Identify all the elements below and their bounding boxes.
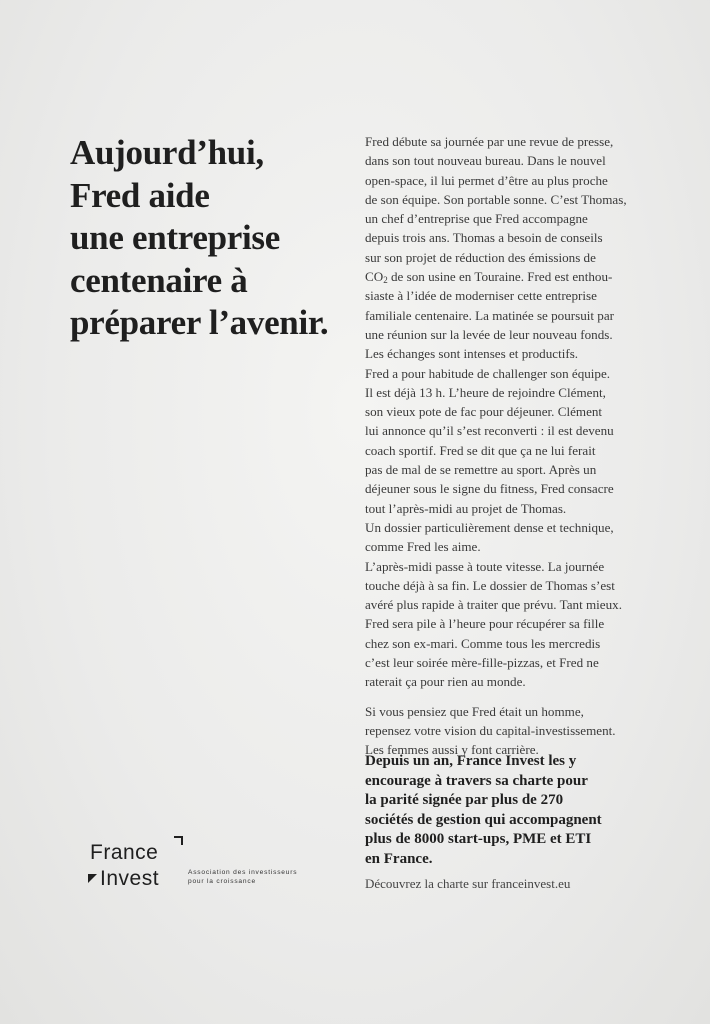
- logo-word-invest: Invest: [100, 867, 160, 890]
- logo-word-france: France: [90, 841, 159, 864]
- body-line: son vieux pote de fac pour déjeuner. Clément: [365, 404, 603, 420]
- france-invest-logo: [88, 836, 328, 896]
- headline-line: préparer l’avenir.: [70, 303, 329, 342]
- body-line: familiale centenaire. La matinée se poursuit par: [365, 307, 615, 323]
- body-line: pas de mal de se remettre au sport. Après un: [365, 462, 597, 478]
- body-line: L’après-midi passe à toute vitesse. La journée: [365, 558, 605, 574]
- paragraph-gap: [365, 692, 655, 702]
- body-line: Fred a pour habitude de challenger son équipe.: [365, 365, 611, 381]
- headline-line: centenaire à: [70, 260, 248, 300]
- callout-line: encourage à travers sa charte pour: [365, 772, 588, 789]
- callout-line: plus de 8000 start-ups, PME et ETI: [365, 831, 592, 847]
- body-line: Les femmes aussi y font carrière.: [365, 742, 539, 758]
- headline: [70, 132, 350, 345]
- body-line: open-space, il lui permet d’être au plus proche: [365, 172, 608, 188]
- headline-line: une entreprise: [70, 218, 280, 257]
- body-line: une réunion sur la levée de leur nouveau fonds.: [365, 326, 613, 342]
- callout-text: [365, 752, 665, 869]
- logo-corner-mark: [174, 836, 183, 845]
- body-line: lui annonce qu’il s’est reconverti : il est devenu: [365, 423, 614, 439]
- body-line: touche déjà à sa fin. Le dossier de Thomas s’est: [365, 577, 615, 593]
- body-line: avéré plus rapide à traiter que prévu. Tant mieux.: [365, 597, 622, 613]
- body-line: Un dossier particulièrement dense et technique,: [365, 519, 614, 535]
- body-line: siaste à l’idée de moderniser cette entreprise: [365, 288, 597, 304]
- body-line: sur son projet de réduction des émissions de: [365, 249, 596, 265]
- body-line: Il est déjà 13 h. L’heure de rejoindre Clément,: [365, 384, 606, 400]
- body-line: de son équipe. Son portable sonne. C’est Thomas,: [365, 191, 627, 207]
- callout-line: la parité signée par plus de 270: [365, 792, 564, 808]
- body-line: coach sportif. Fred se dit que ça ne lui ferait: [365, 442, 596, 458]
- body-line: comme Fred les aime.: [365, 539, 481, 555]
- body-line-co2: [365, 267, 655, 286]
- body-line: raterait ça pour rien au monde.: [365, 674, 526, 690]
- body-line: depuis trois ans. Thomas a besoin de conseils: [365, 230, 603, 246]
- body-line: tout l’après-midi au projet de Thomas.: [365, 500, 567, 516]
- logo-tagline: [188, 869, 297, 886]
- charter-link-text: Découvrez la charte sur franceinvest.eu: [365, 876, 571, 891]
- body-line: déjeuner sous le signe du fitness, Fred consacre: [365, 481, 614, 497]
- callout-line: en France.: [365, 850, 433, 867]
- body-text: [365, 132, 655, 760]
- body-line: chez son ex-mari. Comme tous les mercredis: [365, 635, 601, 651]
- body-line: Si vous pensiez que Fred était un homme,: [365, 703, 584, 719]
- headline-line: Fred aide: [70, 175, 210, 215]
- logo-tagline-line: pour la croissance: [188, 877, 256, 885]
- logo-tagline-line: Association des investisseurs: [188, 869, 298, 876]
- body-line: Fred débute sa journée par une revue de presse,: [365, 134, 614, 149]
- body-line: un chef d’entreprise que Fred accompagne: [365, 211, 588, 227]
- callout-line: sociétés de gestion qui accompagnent: [365, 811, 602, 828]
- callout-line: Depuis un an, France Invest les y: [365, 753, 577, 769]
- body-line: Fred sera pile à l’heure pour récupérer sa fille: [365, 616, 605, 632]
- logo-triangle-mark: [88, 874, 97, 883]
- co2-rest: de son usine en Touraine. Fred est enthou-: [387, 269, 613, 285]
- body-line: repensez votre vision du capital-investissement.: [365, 722, 616, 738]
- body-line: c’est leur soirée mère-fille-pizzas, et Fred ne: [365, 655, 599, 671]
- co2-prefix: CO: [365, 269, 384, 285]
- headline-line: Aujourd’hui,: [70, 133, 264, 172]
- body-line: dans son tout nouveau bureau. Dans le nouvel: [365, 153, 606, 169]
- co2-subscript: 2: [383, 275, 388, 286]
- body-line: Les échanges sont intenses et productifs.: [365, 346, 579, 362]
